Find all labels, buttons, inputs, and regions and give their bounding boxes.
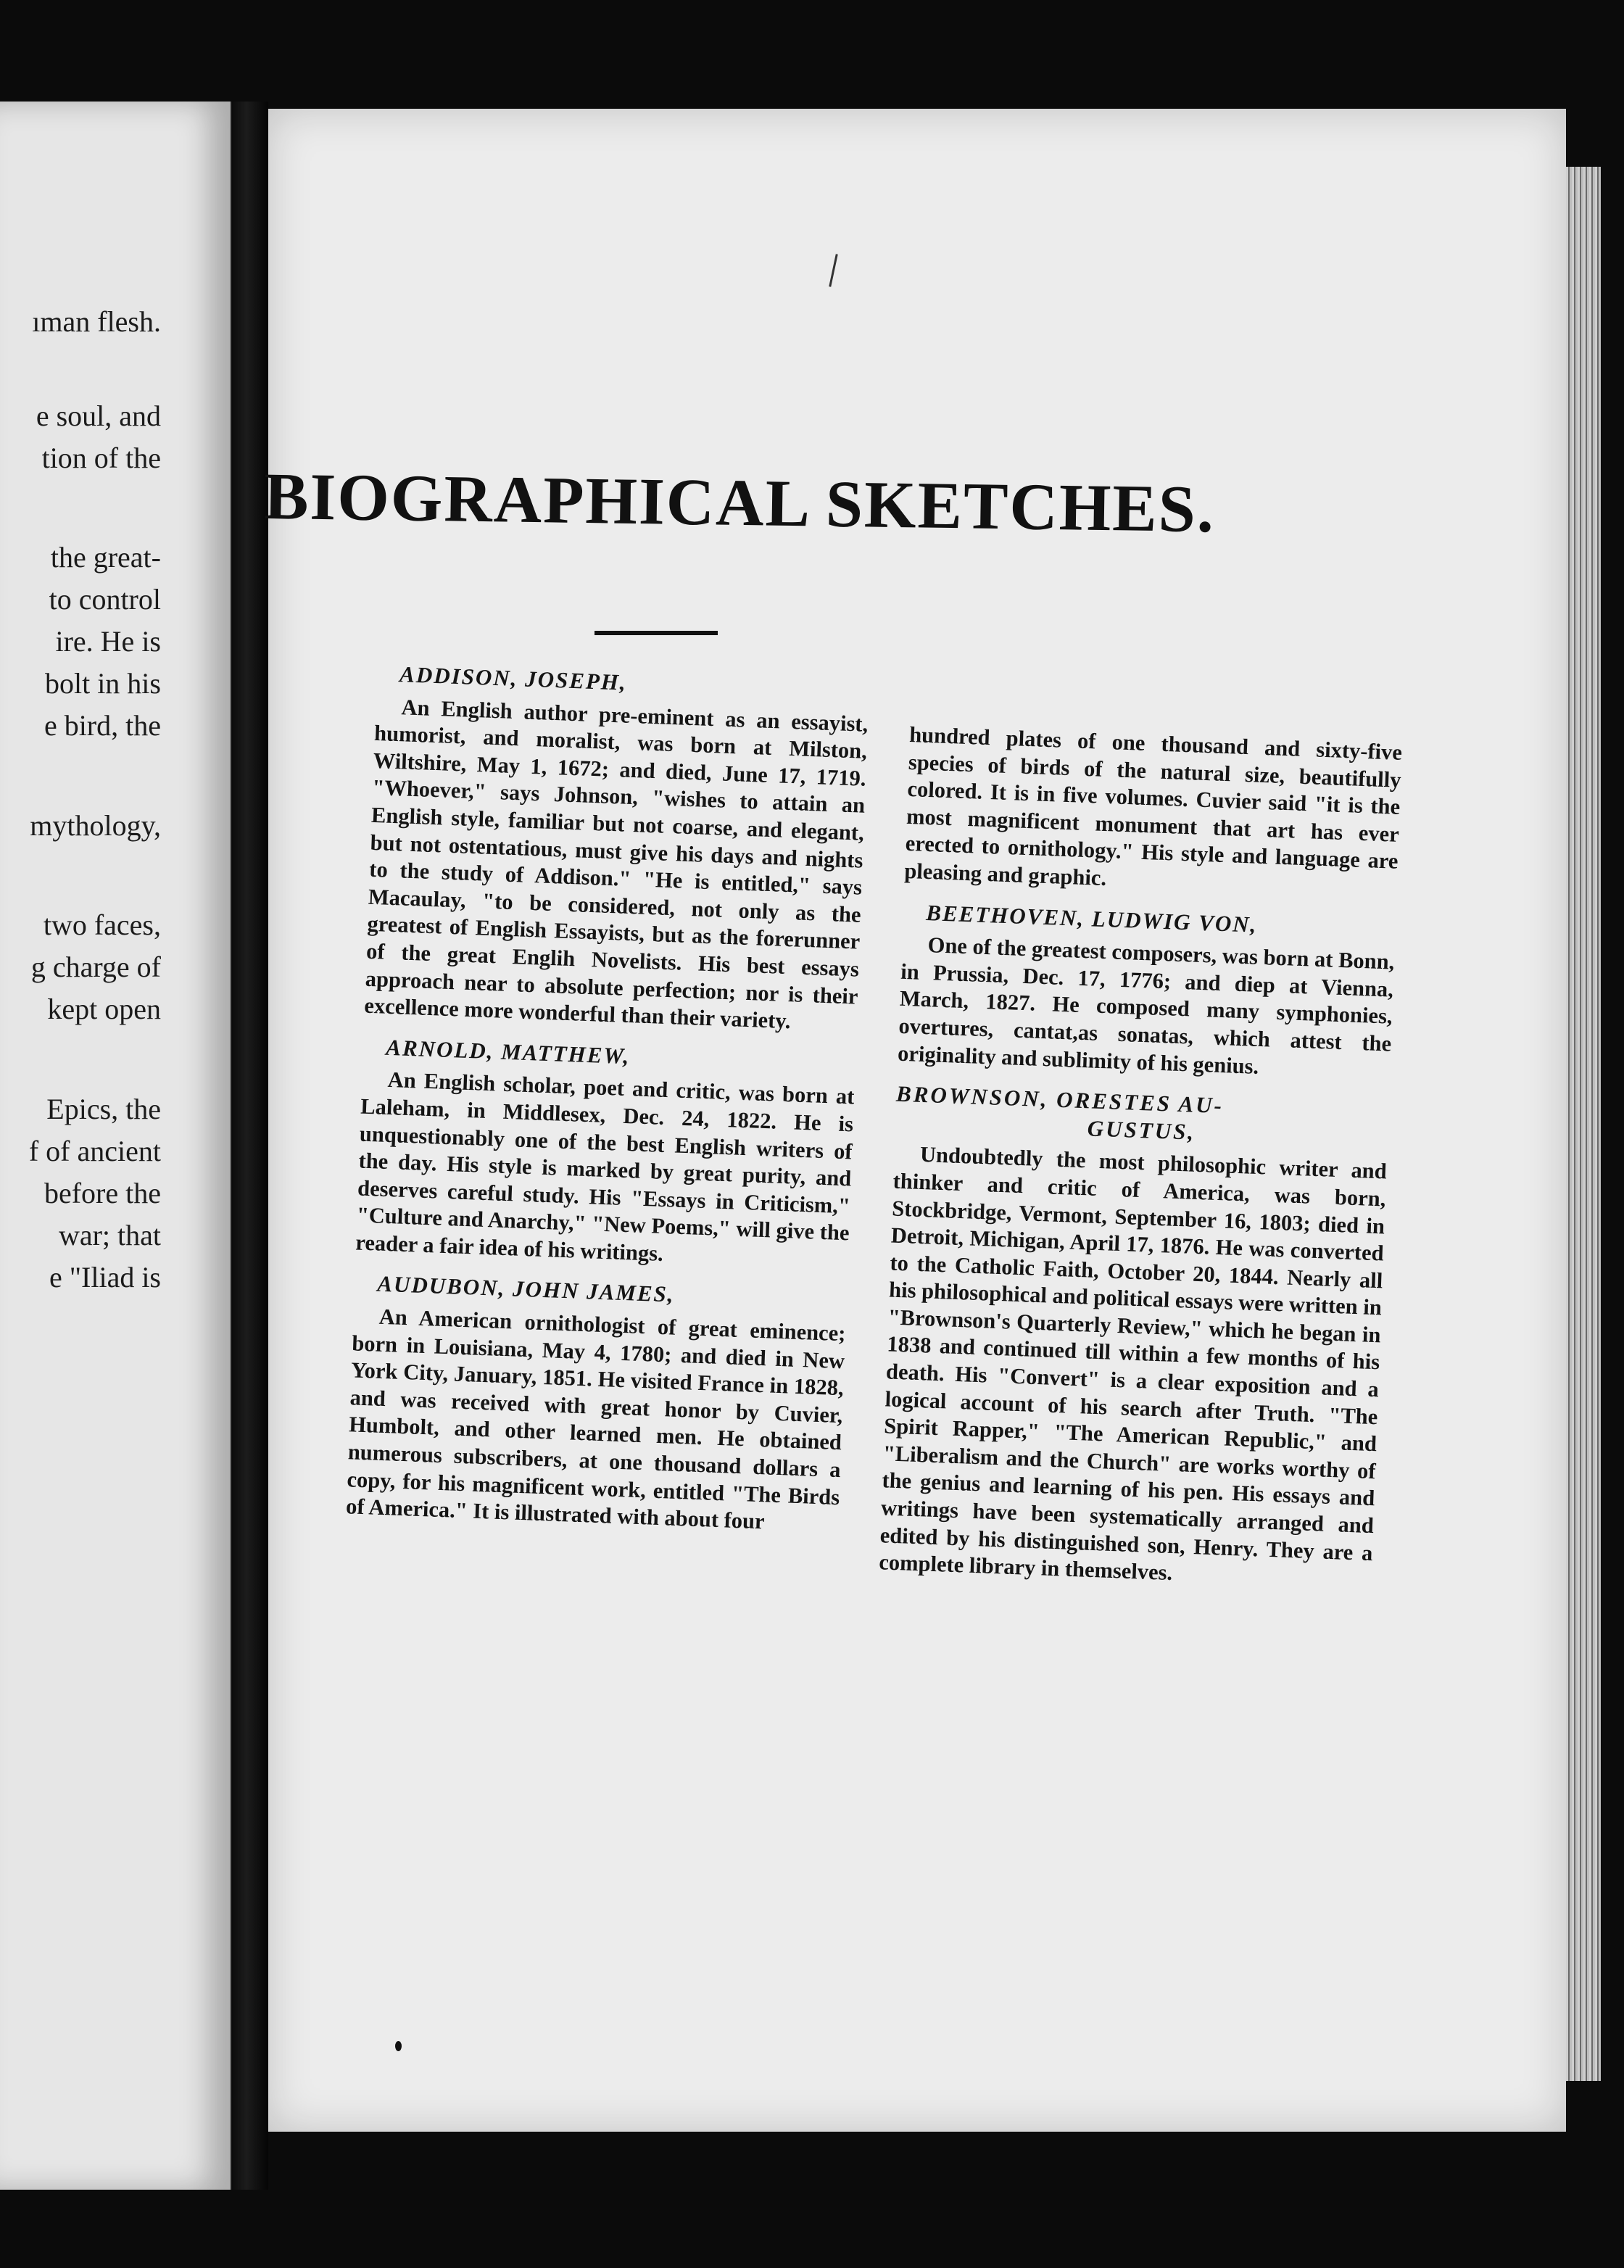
left-page-line: war; that bbox=[58, 1219, 161, 1251]
entry-body: One of the greatest composers, was born at Bonn, in Prussia, Dec. 17, 1776; and diep at Vienna, March, 1827. He composed many symphonies, overtures, cantat,as sonatas, which attest the originality and sublimity of his genius. bbox=[897, 932, 1395, 1079]
left-facing-page bbox=[0, 102, 236, 2190]
left-page-line: before the bbox=[44, 1177, 161, 1209]
left-page-line: Epics, the bbox=[46, 1093, 161, 1125]
left-page-line: ire. He is bbox=[55, 625, 161, 658]
entry-heading-line: BROWNSON, ORESTES AU- bbox=[895, 1080, 1225, 1119]
left-page-line: ıman flesh. bbox=[32, 305, 161, 338]
right-column bbox=[878, 721, 1402, 1607]
left-page-line: tion of the bbox=[41, 442, 161, 474]
left-page-line: kept open bbox=[47, 993, 161, 1025]
entry-body-continuation: hundred plates of one thousand and sixty-five species of birds of the natural size, beautifully colored. It is in five volumes. Cuvier said "it is the most magnificent monument that art has ever erected to ornithology." His style and language are pleasing and graphic. bbox=[903, 721, 1403, 891]
entry-body: Undoubtedly the most philosophic writer and thinker and critic of America, was born, Stockbridge, Vermont, September 16, 1803; died in Detroit, Michigan, April 17, 1876. He was converted to the Catholic Faith, October 20, 1844. Nearly all his philosophical and political essays were written in "Brownson's Quarterly Review," which he began in 1838 and continued till within a few months of his death. His "Convert" is a clear exposition and a logical account of his search after Truth. "The Spirit Rapper," "The American Republic," and "Liberalism and the Church" are works worthy of the genius and learning of his pen. His essays and writings have been systematically arranged and edited by his distinguished son, Henry. They are a complete library in themselves. bbox=[878, 1142, 1388, 1586]
entry-heading: ADDISON, JOSEPH, bbox=[399, 661, 628, 695]
left-page-line: e bird, the bbox=[44, 709, 161, 742]
title-rule bbox=[594, 631, 718, 635]
left-page-line: two faces, bbox=[43, 909, 161, 941]
left-page-line: g charge of bbox=[30, 951, 161, 983]
left-page-line: bolt in his bbox=[44, 667, 161, 700]
left-page-line: e soul, and bbox=[36, 400, 161, 432]
ink-speck bbox=[395, 2041, 402, 2051]
entry-heading: ARNOLD, MATTHEW, bbox=[385, 1034, 631, 1069]
left-page-line: the great- bbox=[50, 541, 161, 574]
entry-heading: AUDUBON, JOHN JAMES, bbox=[376, 1271, 676, 1308]
page-edge bbox=[1566, 167, 1601, 2081]
entry-body: An English author pre-eminent as an essayist, humorist, and moralist, was born at Milston, Wiltshire, May 1, 1672; and died, June 17, 1719. "Whoever," says Johnson, "wishes to attain an English style, familiar but not coarse, and elegant, but not ostentatious, must give his days and nights to the study of Addison." "He is entitled," says Macaulay, "to be considered, not only as the greatest of English Essayists, but as the forerunner of the great Englih Novelists. His best essays approach near to absolute perfection; nor is their excellence more wonderful than their variety. bbox=[363, 694, 869, 1034]
page-title: BIOGRAPHICAL SKETCHES. bbox=[263, 458, 1216, 547]
left-page-line: mythology, bbox=[30, 809, 161, 842]
left-page-line: e "Iliad is bbox=[49, 1261, 161, 1294]
left-page-line: to control bbox=[49, 583, 161, 616]
entry-heading-line: GUSTUS, bbox=[1087, 1115, 1196, 1145]
entry-heading bbox=[895, 1080, 1389, 1153]
entry-heading: BEETHOVEN, LUDWIG VON, bbox=[925, 899, 1259, 938]
entry-body: An English scholar, poet and critic, was born at Laleham, in Middlesex, Dec. 24, 1822. He is unquestionably one of the best English writers of the day. His style is marked by great purity, and deserves careful study. His "Essays in Criticism," "Culture and Anarchy," "New Poems," will give the reader a fair idea of his writings. bbox=[355, 1067, 855, 1266]
entry-body: An American ornithologist of great eminence; born in Louisiana, May 4, 1780; and died in New York City, January, 1851. He visited France in 1828, and was received with great honor by Cuvier, Humbolt, and other learned men. He obtained numerous subscribers, at one thousand dollars a copy, for his magnificent work, entitled "The Birds of America." It is illustrated with about four bbox=[345, 1304, 847, 1534]
left-column bbox=[345, 660, 870, 1552]
book-gutter bbox=[232, 102, 268, 2190]
left-page-line: f of ancient bbox=[28, 1135, 161, 1167]
